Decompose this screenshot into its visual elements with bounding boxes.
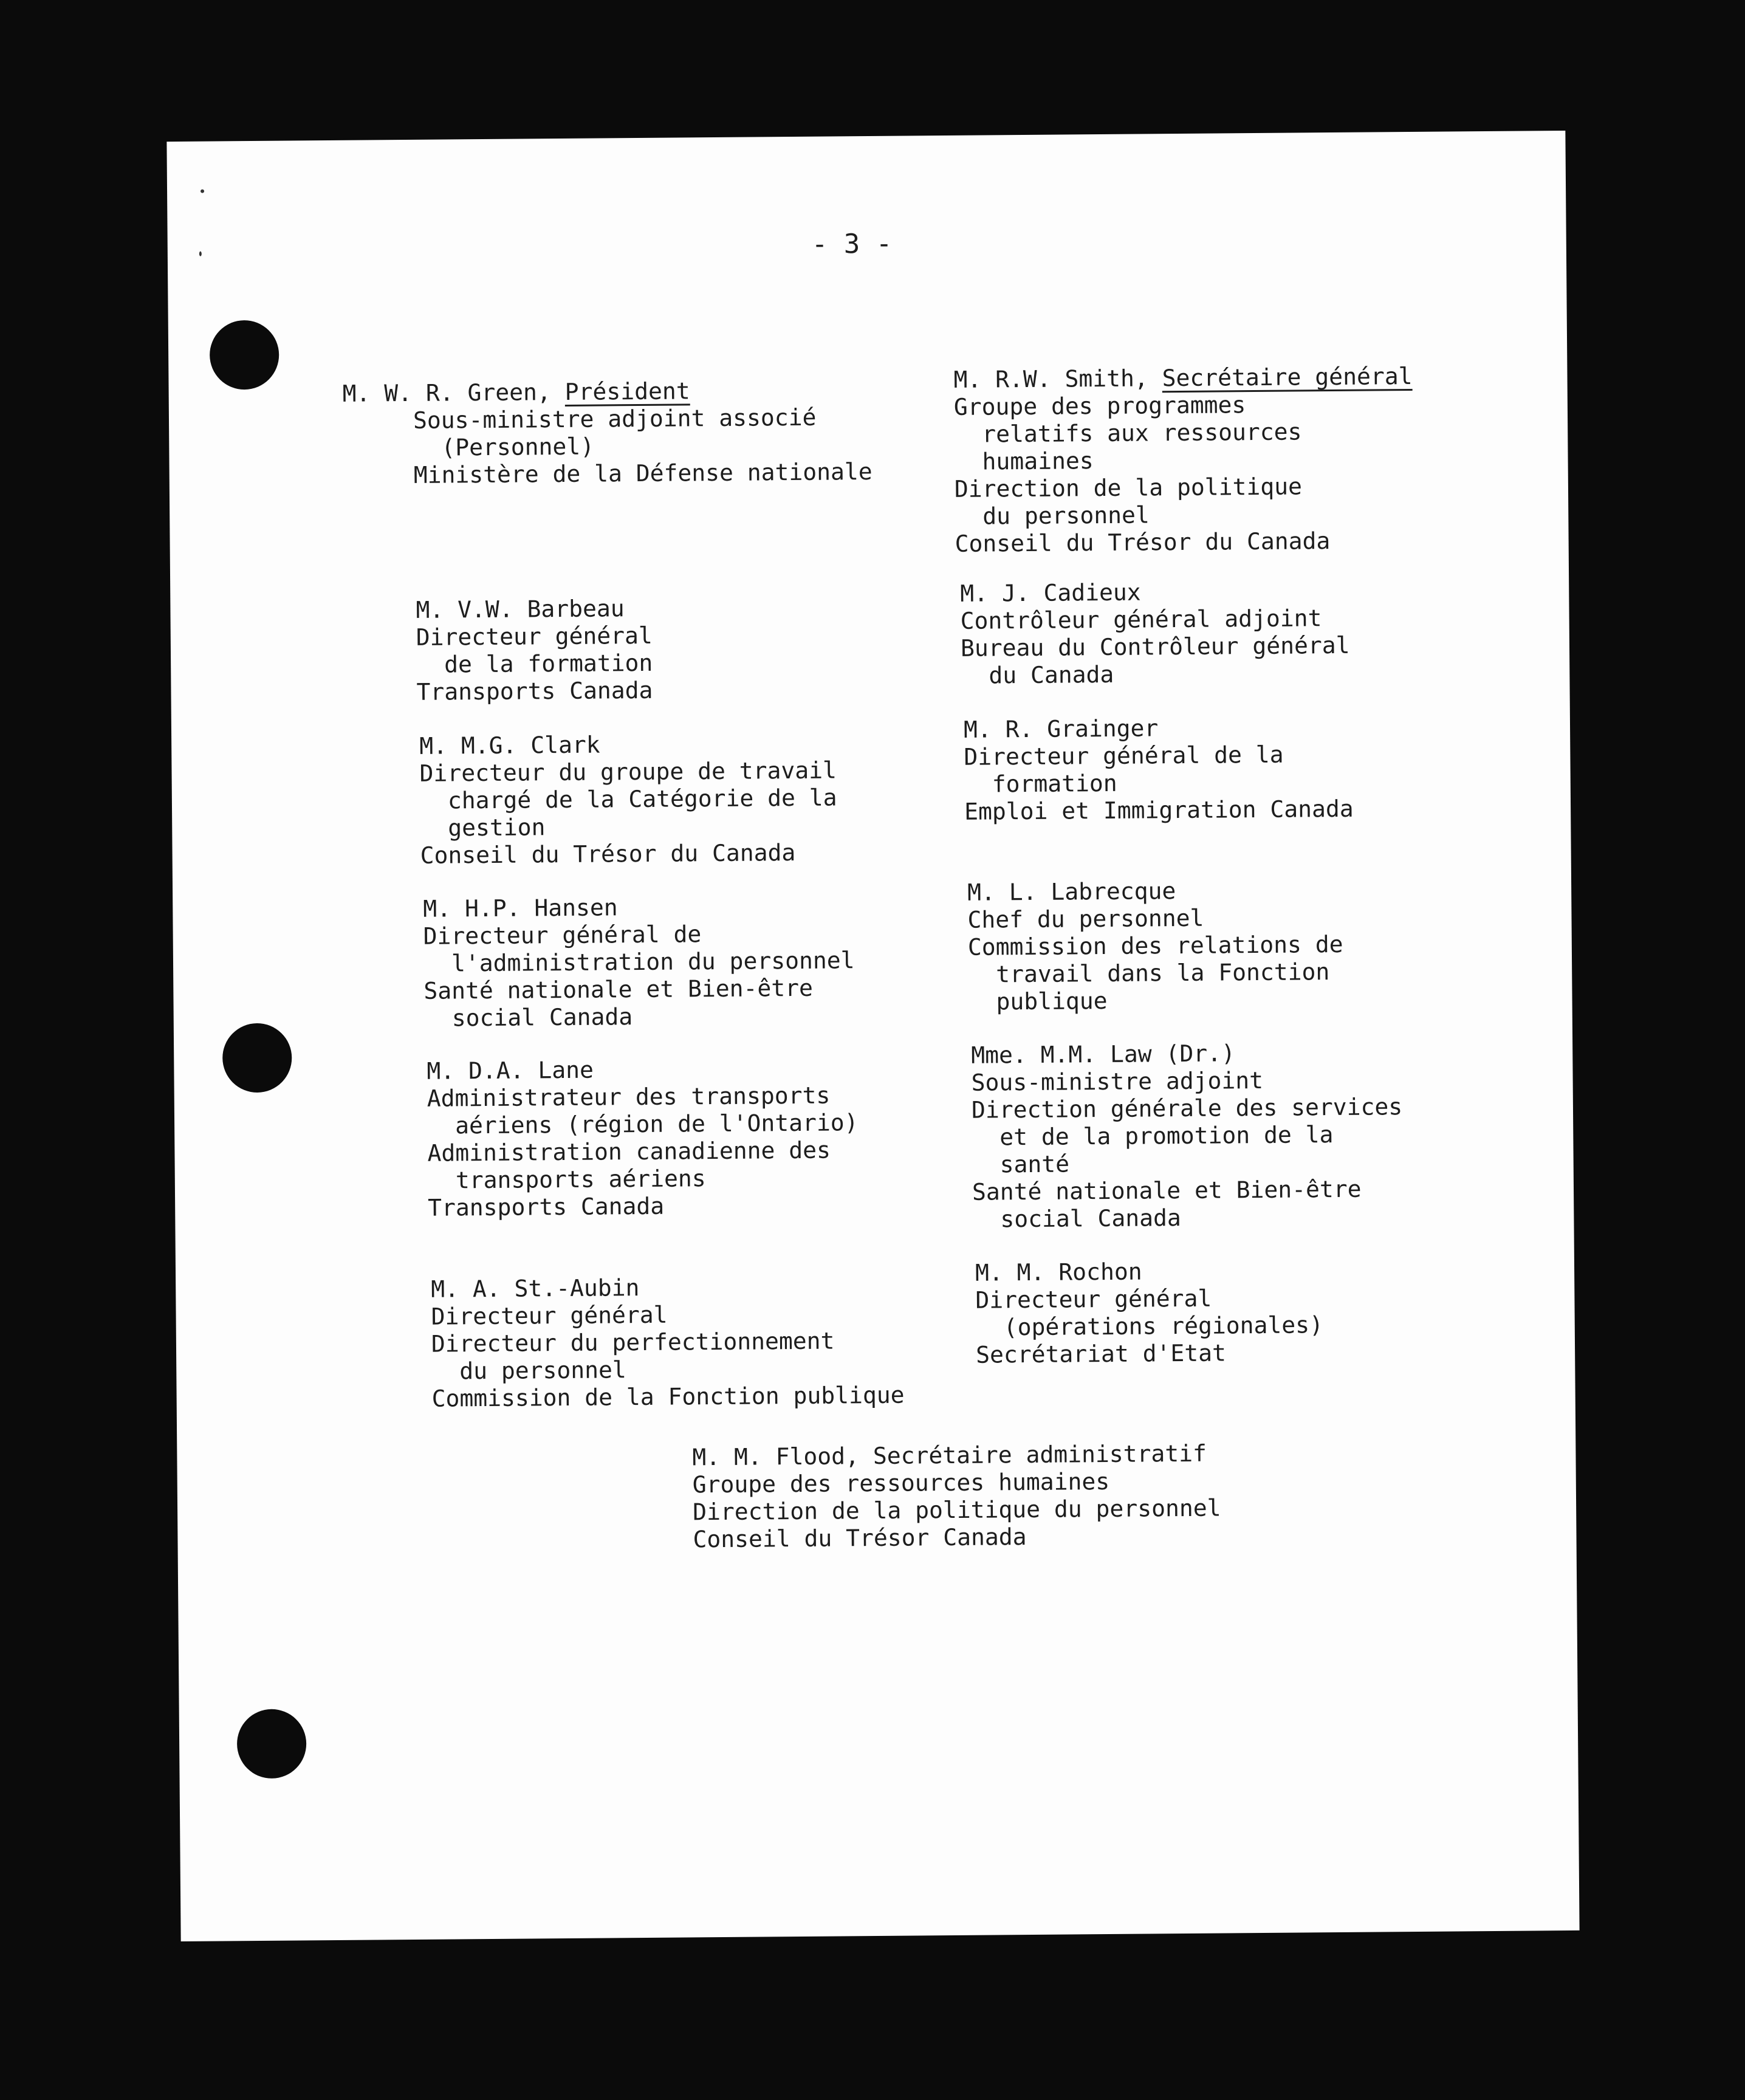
member-entry-hansen <box>423 892 855 1032</box>
member-name: M. R. Grainger <box>963 715 1159 743</box>
member-name: Mme. M.M. Law (Dr.) <box>971 1040 1236 1069</box>
member-position-line: chargé de la Catégorie de la <box>447 784 837 814</box>
member-position-line: Transports Canada <box>428 1192 665 1221</box>
punch-hole-top <box>210 320 279 390</box>
member-position-line: santé <box>999 1150 1070 1178</box>
member-entry-barbeau <box>416 595 653 706</box>
member-position-line: Commission des relations de <box>967 930 1343 961</box>
secretary-general-name: M. R.W. Smith, <box>953 365 1162 393</box>
member-position-line: Directeur général de <box>423 921 702 950</box>
member-position-line: de la formation <box>444 649 653 678</box>
member-position-line: Bureau du Contrôleur général <box>960 631 1350 662</box>
member-name: M. M. Rochon <box>975 1258 1142 1286</box>
member-position-line: et de la promotion de la <box>999 1121 1334 1151</box>
secretary-general-entry <box>953 363 1413 558</box>
member-position-line: travail dans la Fonction <box>996 958 1330 988</box>
member-name: M. H.P. Hansen <box>423 894 618 922</box>
member-entry-lane <box>427 1054 859 1222</box>
member-position-line: du personnel <box>459 1356 627 1385</box>
member-entry-labrecque <box>967 876 1343 1016</box>
member-position-line: Santé nationale et Bien-être <box>972 1175 1362 1206</box>
member-position-line: Direction générale des services <box>971 1093 1403 1124</box>
secretary-general-line: du personnel <box>982 501 1150 530</box>
member-position-line: publique <box>996 987 1108 1015</box>
member-name: M. M.G. Clark <box>419 731 600 760</box>
secretary-general-title: Secrétaire général <box>1162 362 1413 392</box>
member-position-line: social Canada <box>1000 1204 1181 1233</box>
secretary-general-line: relatifs aux ressources <box>982 418 1302 448</box>
punch-hole-bottom <box>237 1709 307 1779</box>
president-name: M. W. R. Green, <box>342 378 565 407</box>
paper-speck <box>199 252 202 256</box>
member-position-line: Administration canadienne des <box>427 1136 831 1167</box>
member-position-line: Commission de la Fonction publique <box>431 1381 905 1412</box>
member-position-line: Contrôleur général adjoint <box>960 605 1322 634</box>
member-entry-st-aubin <box>431 1272 905 1413</box>
president-title: Président <box>564 377 690 405</box>
president-line: Sous-ministre adjoint associé <box>413 403 817 434</box>
member-name: M. L. Labrecque <box>967 877 1176 906</box>
member-position-line: Directeur du groupe de travail <box>419 757 837 787</box>
secretary-general-line: Groupe des programmes <box>953 391 1246 420</box>
member-position-line: Directeur général <box>416 622 653 651</box>
member-position-line: Directeur du perfectionnement <box>431 1327 835 1357</box>
administrative-secretary-line: Groupe des ressources humaines <box>692 1467 1110 1498</box>
president-entry <box>342 376 872 490</box>
document-page <box>166 131 1579 1941</box>
member-position-line: social Canada <box>451 1003 633 1032</box>
president-line: (Personnel) <box>441 433 595 461</box>
member-position-line: Administrateur des transports <box>427 1082 831 1112</box>
president-name-line <box>342 376 871 408</box>
member-position-line: transports aériens <box>455 1165 706 1194</box>
member-name: M. J. Cadieux <box>960 578 1141 607</box>
member-entry-cadieux <box>960 577 1350 690</box>
member-position-line: Directeur général <box>431 1301 668 1330</box>
secretary-general-line: humaines <box>982 447 1094 475</box>
member-position-line: l'administration du personnel <box>451 947 855 977</box>
member-entry-law <box>971 1038 1404 1234</box>
punch-hole-middle <box>222 1023 292 1093</box>
president-line: Ministère de la Défense nationale <box>413 458 873 489</box>
member-name: M. V.W. Barbeau <box>416 595 625 623</box>
member-position-line: Directeur général de la <box>964 741 1284 770</box>
page-number: - 3 - <box>811 228 893 260</box>
member-entry-clark <box>419 729 837 869</box>
administrative-secretary-line: Direction de la politique du personnel <box>692 1494 1221 1526</box>
paper-speck <box>201 190 204 193</box>
member-entry-grainger <box>964 713 1354 826</box>
member-position-line: Sous-ministre adjoint <box>971 1066 1264 1096</box>
administrative-secretary-name: M. M. Flood, Secrétaire administratif <box>692 1439 1207 1471</box>
administrative-secretary-entry <box>692 1440 1221 1554</box>
member-position-line: aériens (région de l'Ontario) <box>454 1109 859 1139</box>
member-position-line: Emploi et Immigration Canada <box>964 795 1354 825</box>
member-position-line: gestion <box>448 814 546 842</box>
member-entry-rochon <box>975 1257 1324 1368</box>
member-name: M. A. St.-Aubin <box>431 1274 640 1303</box>
secretary-general-line: Direction de la politique <box>954 473 1303 503</box>
secretary-general-line: Conseil du Trésor du Canada <box>955 527 1331 557</box>
member-name: M. D.A. Lane <box>427 1056 594 1085</box>
member-position-line: du Canada <box>989 661 1114 689</box>
member-position-line: Transports Canada <box>416 676 653 705</box>
member-position-line: Secrétariat d'Etat <box>975 1339 1227 1368</box>
administrative-secretary-line: Conseil du Trésor Canada <box>693 1523 1027 1553</box>
member-position-line: (opérations régionales) <box>1003 1311 1324 1341</box>
member-position-line: formation <box>992 769 1117 798</box>
secretary-general-name-line <box>953 363 1412 394</box>
member-position-line: Chef du personnel <box>967 904 1204 933</box>
member-position-line: Directeur général <box>975 1285 1212 1314</box>
member-position-line: Santé nationale et Bien-être <box>423 974 814 1004</box>
member-position-line: Conseil du Trésor du Canada <box>420 839 796 869</box>
